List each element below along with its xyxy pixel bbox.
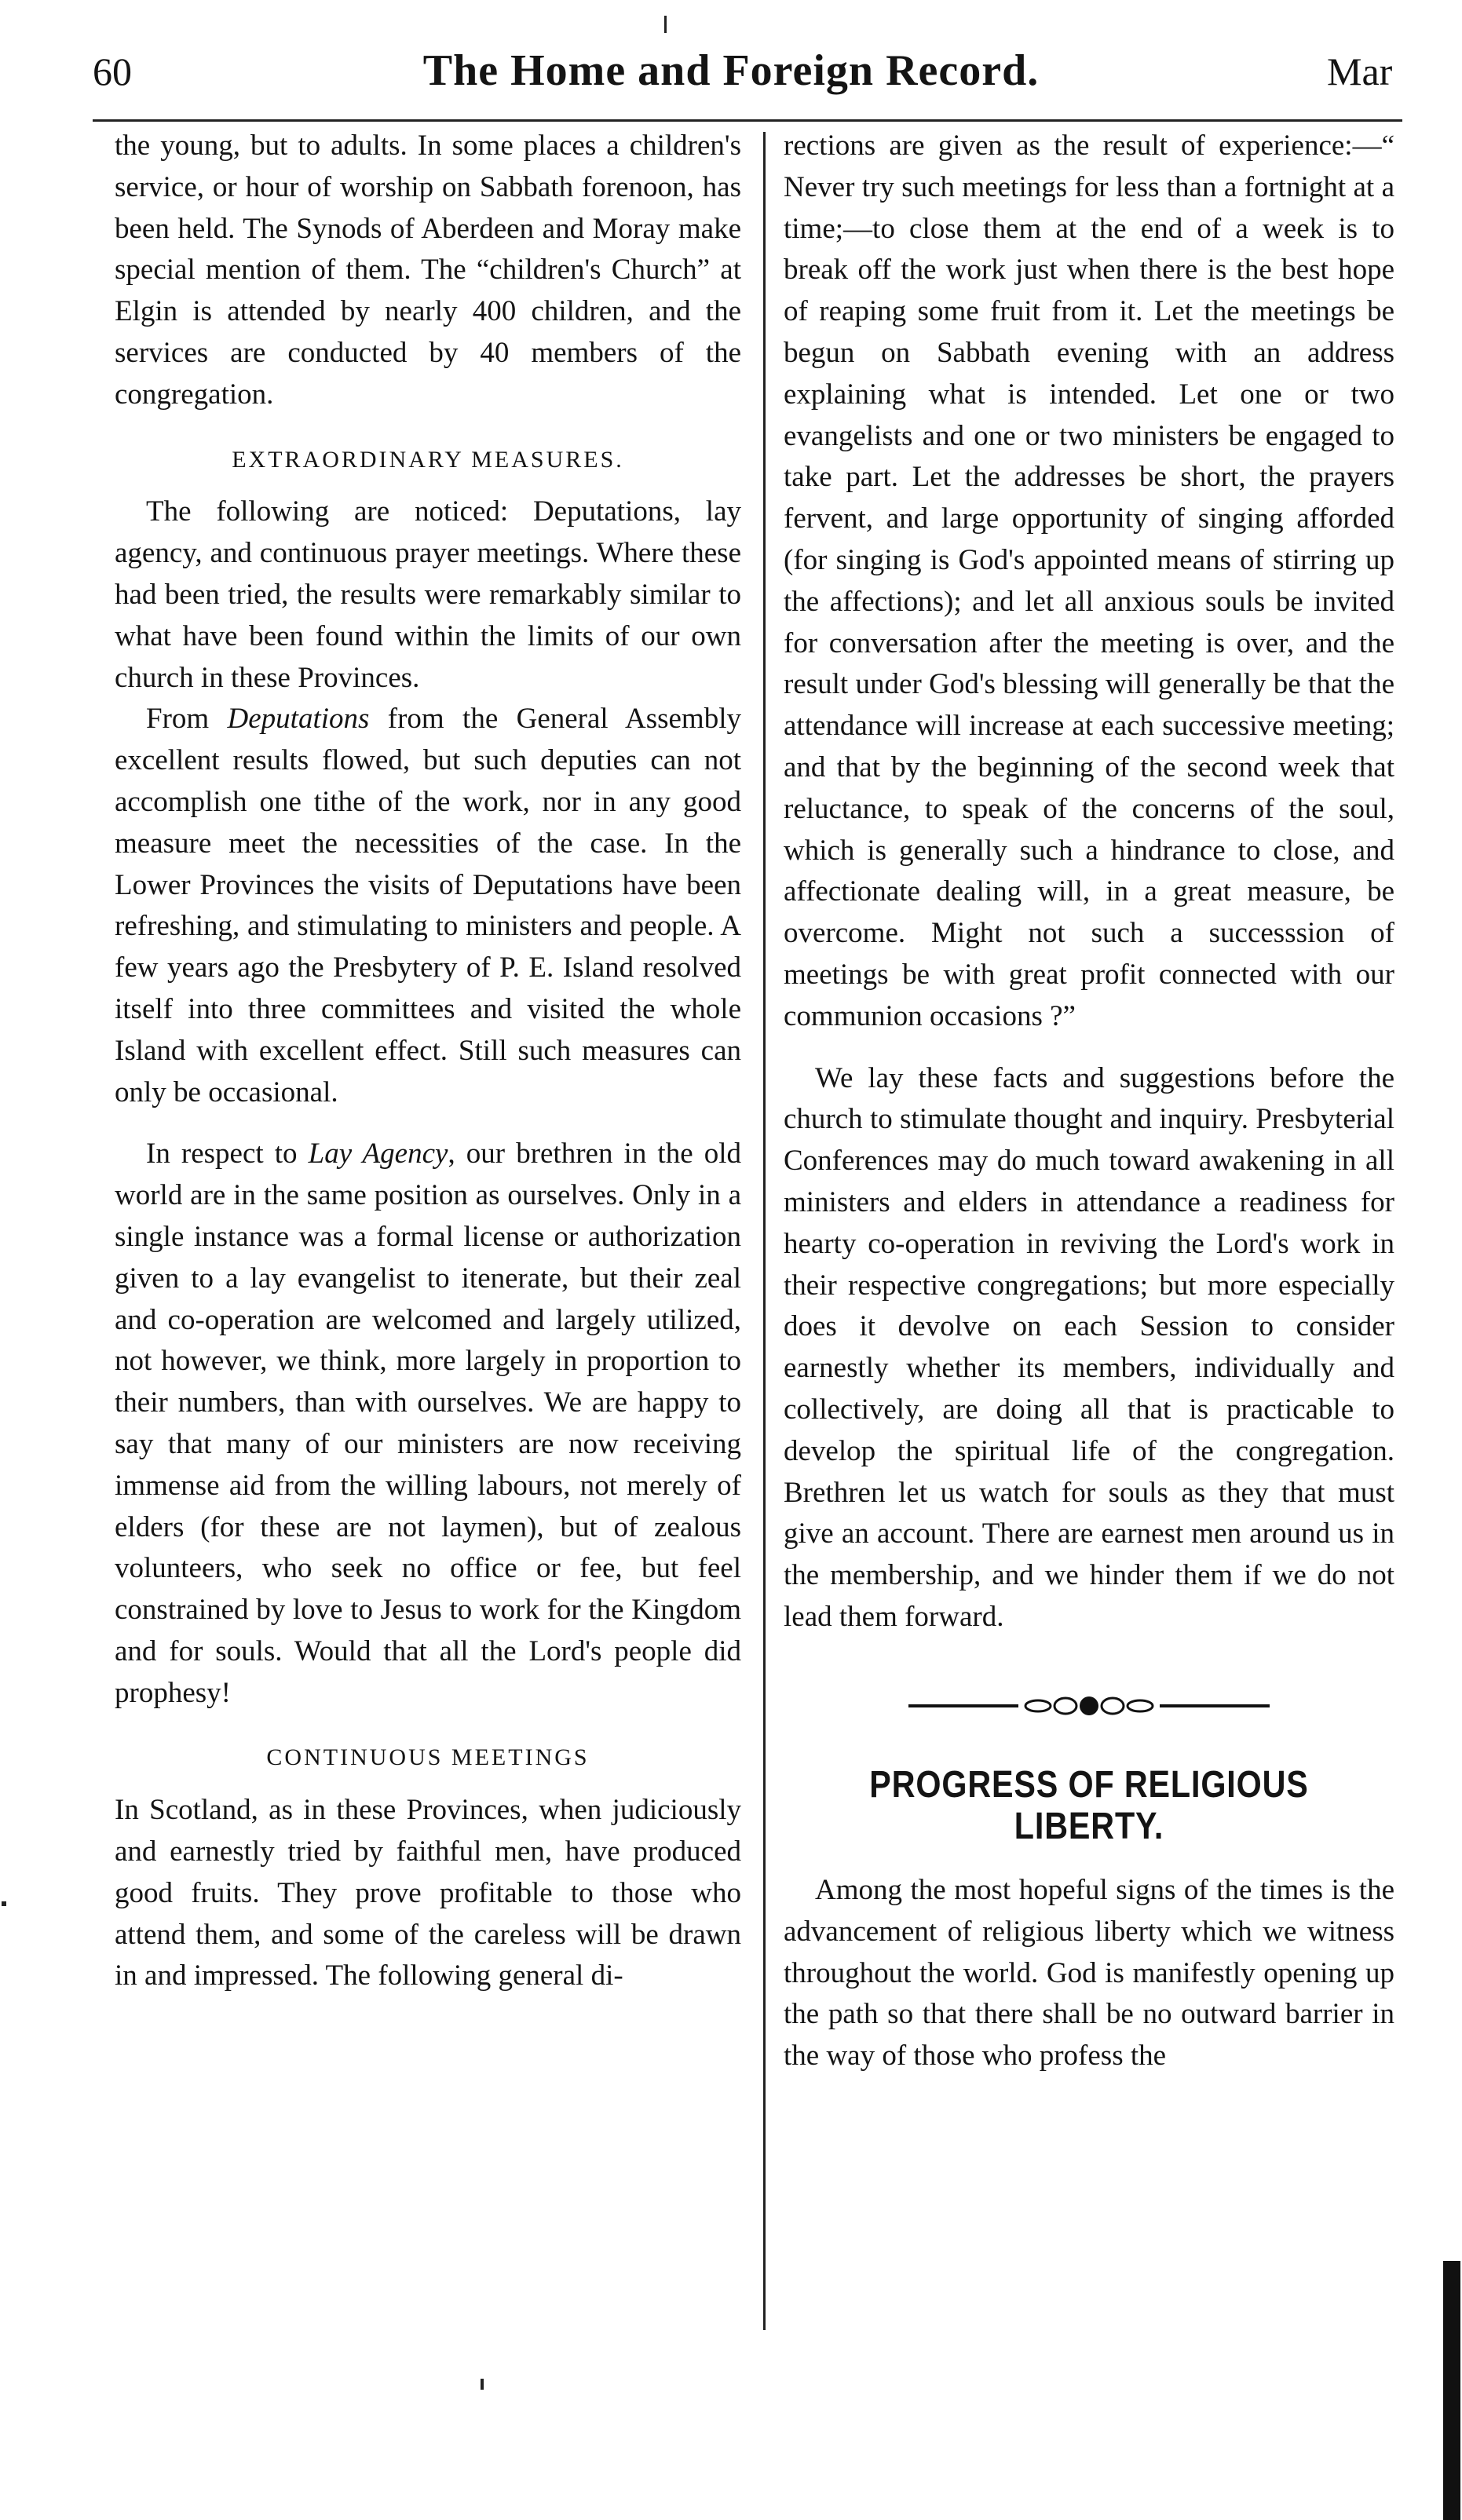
paragraph-directions: rections are given as the result of experience:—“ Never try such meetings for less than a fortnight at a time;—to close them at the end of a week is to break off the work just when there is the best hope of reaping some fruit from it. Let the meetings be begun on Sabbath evening with an address explaining what is intended. Let one or two evangelists and one or two ministers be engaged to take part. Let the addresses be short, the prayers fervent, and large opportunity of singing afforded (for singing is God's appointed means of stirring up the affections); and let all anxious souls be invited for conversation after the meeting is over, and the result under God's blessing will generally be that the attendance will increase at each successive meeting; and that by the beginning of the second week that reluctance, to speak of the concerns of the soul, which is generally such a hindrance to close, and affectionate dealing will, in a great measure, be overcome. Might not such a successsion of meetings be with great profit connected with our communion occasions ?” <box>784 130 1394 1032</box>
paragraph-children-service: the young, but to adults. In some places a children's service, or hour of worship on Sabbath forenoon, has been held. The Synods of Aberdeen and Moray make special mention of them. The “children's Church” at Elgin is attended by nearly 400 children, and the services are conducted by 40 members of the congregation. <box>115 130 741 411</box>
print-speck-left <box>2 1901 6 1906</box>
print-speck-bottom <box>481 2379 484 2390</box>
running-month: Mar <box>1327 49 1393 93</box>
paragraph-scotland: In Scotland, as in these Provinces, when judiciously and earnestly tried by faithful men, have produced good fruits. They prove profitable to those who attend them, and some of the careless will be drawn in and impressed. The following general di- <box>115 1794 741 1992</box>
paragraph-facts-suggestions: We lay these facts and suggestions before the church to stimulate thought and inquiry. Presbyterial Conferences may do much toward awakening in all ministers and elders in attendance a readiness for hearty co-operation in reviving the Lord's work in their respective congregations; but more especially does it devolve on each Session to consider earnestly whether its members, individually and collectively, are doing all that is practicable to develop the spiritual life of the congregation. Brethren let us watch for souls as they that must give an account. There are earnest men around us in the membership, and we hinder them if we do not lead them forward. <box>784 1061 1394 1633</box>
decorative-rule-icon <box>908 1690 1270 1722</box>
page-number: 60 <box>93 49 132 93</box>
header-rule <box>93 119 1402 122</box>
emphasis-deputations: Deputations <box>227 703 370 736</box>
heading-extraordinary-measures: EXTRAORDINARY MEASURES. <box>232 446 624 473</box>
paragraph-lay-agency: In respect to Lay Agency, our brethren in the old world are in the same position as ourselves. Only in a single instance was a formal license or authorization given to a lay evangelist to itenerate, but their zeal and co-operation are welcomed and largely utilized, not however, we think, more largely in proportion to their numbers, than with ourselves. We are happy to say that many of our ministers are now receiving immense aid from the willing labours, not merely of elders (for these are not laymen), but of zealous volunteers, who seek no office or fee, but feel constrained by love to Jesus to work for the Kingdom and for souls. Would that all the Lord's people did prophesy! <box>115 1138 741 1709</box>
left-column <box>115 126 741 1997</box>
heading-continuous-meetings: CONTINUOUS MEETINGS <box>266 1744 590 1771</box>
right-column <box>784 126 1394 2077</box>
heading-religious-liberty: PROGRESS OF RELIGIOUS LIBERTY. <box>869 1764 1309 1848</box>
paragraph-following-noticed: The following are noticed: Deputations, lay agency, and continuous prayer meetings. Where these had been tried, the results were remarkably similar to what have been found within the limits of our own church in these Provinces. <box>115 495 741 694</box>
ornament-divider <box>784 1690 1394 1734</box>
print-speck-top <box>664 16 667 33</box>
column-divider <box>763 132 766 2330</box>
paragraph-hopeful-signs: Among the most hopeful signs of the times is the advancement of religious liberty which we witness throughout the world. God is manifestly opening up the path so that there shall be no outward barrier in the way of those who profess the <box>784 1874 1394 2073</box>
paragraph-deputations: From Deputations from the General Assembly excellent results flowed, but such deputies can not accomplish one tithe of the work, nor in any good measure meet the necessities of the case. In the Lower Provinces the visits of Deputations have been refreshing, and stimulating to ministers and people. A few years ago the Presbytery of P. E. Island resolved itself into three committees and visited the whole Island with excellent effect. Still such measures can only be occasional. <box>115 703 741 1108</box>
page-edge-shadow <box>1443 2261 1460 2520</box>
emphasis-lay-agency: Lay Agency <box>308 1138 448 1171</box>
journal-title: The Home and Foreign Record. <box>422 46 1040 95</box>
